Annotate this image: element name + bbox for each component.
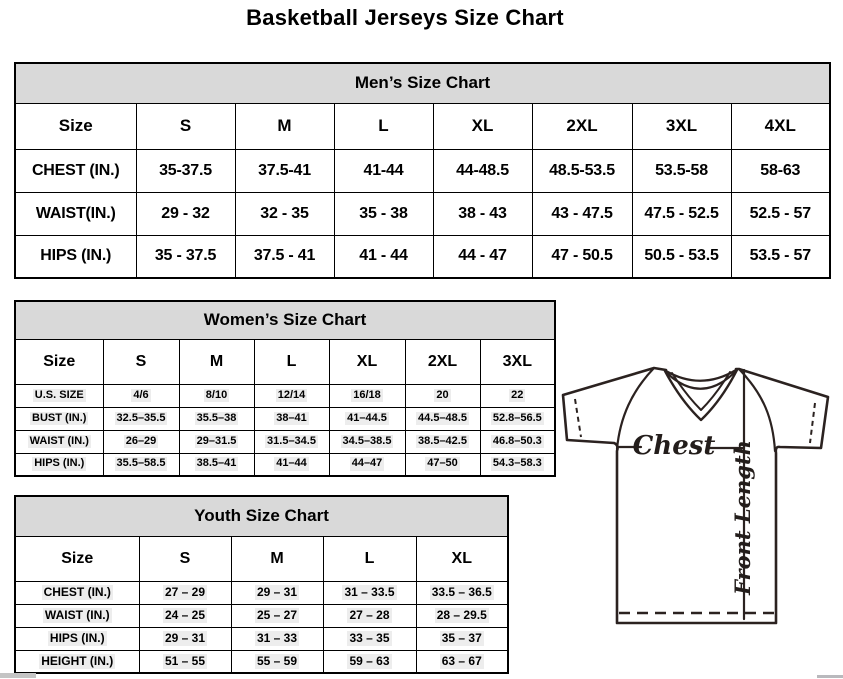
size-cell: [139, 627, 231, 650]
table-row: [15, 103, 830, 149]
row-label: [15, 384, 103, 407]
row-label: [15, 430, 103, 453]
front-length-label: Front Length: [730, 440, 755, 595]
row-label: [15, 627, 139, 650]
size-cell: [323, 627, 416, 650]
size-cell: [103, 453, 179, 476]
cell-text: 29–31.5: [196, 434, 237, 447]
cell-text: 54.3–58.3: [492, 457, 542, 470]
cell-text: 29 – 31: [164, 631, 206, 645]
size-cell: [416, 627, 508, 650]
size-cell: 37.5-41: [235, 149, 334, 192]
cell-text: CHEST (IN.): [43, 585, 111, 599]
cell-text: 27 – 28: [349, 608, 390, 622]
size-cell: [231, 581, 323, 604]
cell-text: 31 – 33.5: [344, 585, 395, 599]
cell-text: 27 – 29: [164, 585, 206, 599]
column-header: L: [254, 339, 329, 384]
cell-text: 63 – 67: [441, 653, 482, 668]
size-cell: 47.5 - 52.5: [632, 192, 731, 235]
cell-text: 26–29: [125, 434, 157, 447]
size-cell: 43 - 47.5: [532, 192, 632, 235]
column-header-size: Size: [15, 339, 103, 384]
size-cell: [179, 407, 254, 430]
row-label: [15, 581, 139, 604]
size-cell: [405, 384, 480, 407]
row-label: WAIST(IN.): [15, 192, 136, 235]
row-label: [15, 604, 139, 627]
row-label: [15, 407, 103, 430]
size-cell: [323, 650, 416, 673]
size-cell: [254, 453, 329, 476]
row-label: HIPS (IN.): [15, 235, 136, 278]
cell-text: 33.5 – 36.5: [431, 585, 492, 599]
column-header: 3XL: [632, 103, 731, 149]
table-row: [15, 604, 508, 627]
size-cell: [480, 430, 555, 453]
size-cell: 35 - 37.5: [136, 235, 235, 278]
right-sleeve-stitch-dashed: [810, 403, 815, 443]
size-cell: [416, 650, 508, 673]
size-cell: [480, 384, 555, 407]
size-cell: 44-48.5: [433, 149, 532, 192]
cell-text: 52.8–56.5: [492, 411, 542, 424]
size-cell: [405, 407, 480, 430]
cell-text: 33 – 35: [349, 631, 390, 645]
size-cell: [103, 430, 179, 453]
cell-text: 35.5–38: [196, 411, 237, 424]
cell-text: 31.5–34.5: [267, 434, 316, 447]
size-cell: 52.5 - 57: [731, 192, 830, 235]
size-cell: 37.5 - 41: [235, 235, 334, 278]
cell-text: 44–47: [351, 457, 383, 470]
size-cell: [254, 384, 329, 407]
column-header: M: [179, 339, 254, 384]
size-cell: [416, 604, 508, 627]
cell-text: 38.5–41: [196, 457, 237, 470]
column-header: S: [136, 103, 235, 149]
cell-text: 22: [511, 388, 524, 401]
cell-text: HIPS (IN.): [34, 457, 85, 470]
size-cell: [329, 453, 405, 476]
table-row: [15, 407, 555, 430]
column-header: 2XL: [532, 103, 632, 149]
table-row: [15, 63, 830, 103]
size-cell: 35-37.5: [136, 149, 235, 192]
size-cell: 29 - 32: [136, 192, 235, 235]
cell-text: 8/10: [205, 388, 228, 401]
cell-text: 38–41: [276, 411, 307, 424]
cell-text: 35 – 37: [441, 631, 482, 645]
size-cell: [179, 384, 254, 407]
size-cell: [323, 604, 416, 627]
size-cell: [139, 650, 231, 673]
table-row: [15, 627, 508, 650]
size-cell: [323, 581, 416, 604]
cell-text: HIPS (IN.): [49, 631, 105, 645]
column-header-size: Size: [15, 536, 139, 581]
cell-text: 38.5–42.5: [418, 434, 467, 447]
cell-text: U.S. SIZE: [34, 388, 84, 401]
row-label: CHEST (IN.): [15, 149, 136, 192]
size-cell: 35 - 38: [334, 192, 433, 235]
cell-text: 29 – 31: [256, 585, 298, 599]
mens-size-chart-table: [14, 62, 831, 279]
size-cell: [329, 384, 405, 407]
column-header: M: [235, 103, 334, 149]
column-header-size: Size: [15, 103, 136, 149]
cell-text: BUST (IN.): [32, 411, 87, 424]
cell-text: 44.5–48.5: [418, 411, 467, 424]
cell-text: 51 – 55: [164, 653, 206, 668]
table-row: [15, 301, 555, 339]
size-cell: [254, 430, 329, 453]
table-row: [15, 536, 508, 581]
size-cell: [405, 453, 480, 476]
jersey-diagram-svg: [560, 357, 840, 625]
cell-text: 32.5–35.5: [116, 411, 166, 424]
cell-text: 47–50: [427, 457, 458, 470]
cell-text: 28 – 29.5: [436, 608, 487, 622]
size-cell: [416, 581, 508, 604]
size-cell: [480, 407, 555, 430]
cell-text: 12/14: [277, 388, 306, 401]
womens-table-title: Women’s Size Chart: [15, 301, 555, 339]
size-cell: 47 - 50.5: [532, 235, 632, 278]
column-header: L: [323, 536, 416, 581]
size-cell: [254, 407, 329, 430]
row-label: [15, 453, 103, 476]
size-cell: 38 - 43: [433, 192, 532, 235]
left-sleeve-stitch-dashed: [575, 399, 581, 437]
row-label: [15, 650, 139, 673]
chest-label: Chest: [632, 431, 716, 461]
table-row: [15, 430, 555, 453]
size-cell: 50.5 - 53.5: [632, 235, 731, 278]
table-row: [15, 192, 830, 235]
size-cell: 53.5-58: [632, 149, 731, 192]
column-header: 3XL: [480, 339, 555, 384]
column-header: L: [334, 103, 433, 149]
size-cell: [179, 430, 254, 453]
womens-size-chart-table: [14, 300, 556, 477]
page-title: Basketball Jerseys Size Chart: [246, 5, 564, 30]
table-row: [15, 496, 508, 536]
cell-text: 24 – 25: [164, 608, 206, 622]
table-row: [15, 149, 830, 192]
cell-text: 35.5–58.5: [116, 457, 166, 470]
size-cell: [103, 407, 179, 430]
table-row: [15, 650, 508, 673]
cell-text: HEIGHT (IN.): [41, 653, 114, 668]
size-cell: [329, 430, 405, 453]
cell-text: 55 – 59: [256, 653, 298, 668]
scrollbar-fragment-left[interactable]: [0, 673, 36, 678]
cell-text: 25 – 27: [256, 608, 298, 622]
column-header: XL: [329, 339, 405, 384]
jersey-measurement-diagram: [560, 357, 840, 625]
size-cell: [405, 430, 480, 453]
size-cell: [231, 604, 323, 627]
cell-text: 34.5–38.5: [342, 434, 392, 447]
column-header: 2XL: [405, 339, 480, 384]
cell-text: 16/18: [353, 388, 381, 401]
column-header: XL: [416, 536, 508, 581]
table-row: [15, 384, 555, 407]
size-cell: [231, 650, 323, 673]
scrollbar-fragment-right[interactable]: [817, 675, 843, 678]
size-cell: 32 - 35: [235, 192, 334, 235]
size-cell: [329, 407, 405, 430]
size-cell: 58-63: [731, 149, 830, 192]
column-header: S: [139, 536, 231, 581]
column-header: M: [231, 536, 323, 581]
size-cell: 48.5-53.5: [532, 149, 632, 192]
cell-text: 4/6: [133, 388, 149, 401]
size-cell: 53.5 - 57: [731, 235, 830, 278]
size-cell: [179, 453, 254, 476]
table-row: [15, 453, 555, 476]
cell-text: 31 – 33: [256, 631, 298, 645]
table-row: [15, 235, 830, 278]
size-cell: [103, 384, 179, 407]
cell-text: 41–44: [276, 457, 307, 470]
cell-text: WAIST (IN.): [44, 608, 110, 622]
cell-text: WAIST (IN.): [29, 434, 89, 447]
size-cell: [231, 627, 323, 650]
size-cell: [139, 581, 231, 604]
size-cell: [480, 453, 555, 476]
size-cell: [139, 604, 231, 627]
size-cell: 41-44: [334, 149, 433, 192]
column-header: 4XL: [731, 103, 830, 149]
column-header: S: [103, 339, 179, 384]
size-cell: 44 - 47: [433, 235, 532, 278]
cell-text: 41–44.5: [347, 411, 387, 424]
cell-text: 46.8–50.3: [492, 434, 542, 447]
jersey-outline: [563, 368, 828, 623]
column-header: XL: [433, 103, 532, 149]
youth-size-chart-table: [14, 495, 509, 674]
cell-text: 59 – 63: [349, 653, 390, 668]
table-row: [15, 581, 508, 604]
size-cell: 41 - 44: [334, 235, 433, 278]
cell-text: 20: [436, 388, 449, 401]
table-row: [15, 339, 555, 384]
mens-table-title: Men’s Size Chart: [15, 63, 830, 103]
youth-table-title: Youth Size Chart: [15, 496, 508, 536]
